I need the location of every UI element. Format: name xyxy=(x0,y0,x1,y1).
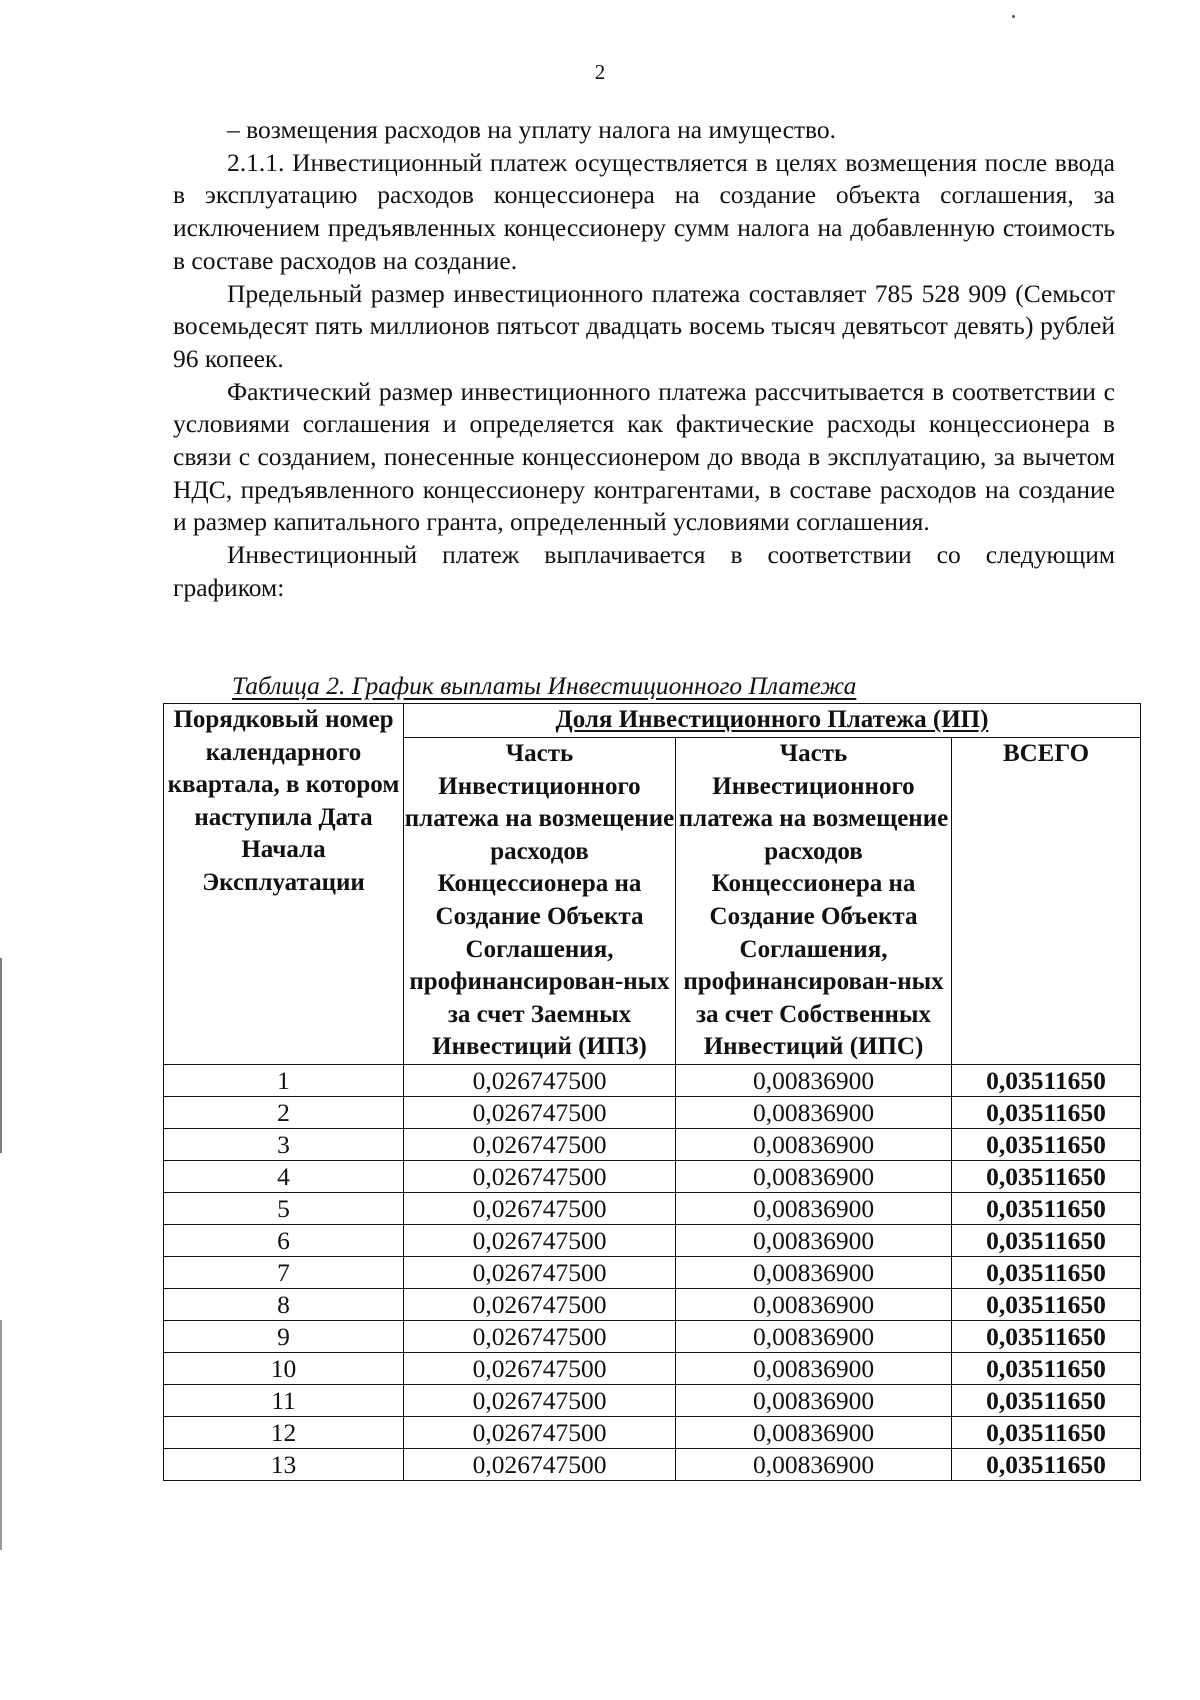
cell-ips: 0,00836900 xyxy=(676,1064,952,1096)
cell-ips: 0,00836900 xyxy=(676,1256,952,1288)
scan-edge-mark xyxy=(0,958,2,1153)
paragraph: 2.1.1. Инвестиционный платеж осуществляется в целях возмещения после ввода в эксплуатацию расходов концессионера на создание объекта соглашения, за исключением предъявленных концессионеру сумм налога на добавленную стоимость в составе расходов на создание. xyxy=(173,147,1115,275)
cell-ipz: 0,026747500 xyxy=(404,1384,676,1416)
cell-quarter-number: 8 xyxy=(164,1288,404,1320)
table-body xyxy=(164,1064,1141,1480)
cell-total: 0,03511650 xyxy=(952,1224,1141,1256)
cell-ips: 0,00836900 xyxy=(676,1288,952,1320)
paragraph: – возмещения расходов на уплату налога на имущество. xyxy=(227,115,837,144)
header-total: ВСЕГО xyxy=(952,738,1141,1065)
payment-schedule-table xyxy=(163,703,1141,1481)
cell-ipz: 0,026747500 xyxy=(404,1416,676,1448)
table-row xyxy=(164,1288,1141,1320)
cell-ips: 0,00836900 xyxy=(676,1192,952,1224)
cell-total: 0,03511650 xyxy=(952,1416,1141,1448)
table-row xyxy=(164,1384,1141,1416)
body-text xyxy=(173,114,1115,605)
cell-ips: 0,00836900 xyxy=(676,1352,952,1384)
cell-quarter-number: 3 xyxy=(164,1128,404,1160)
cell-ipz: 0,026747500 xyxy=(404,1128,676,1160)
cell-quarter-number: 2 xyxy=(164,1096,404,1128)
cell-total: 0,03511650 xyxy=(952,1384,1141,1416)
cell-ipz: 0,026747500 xyxy=(404,1064,676,1096)
cell-total: 0,03511650 xyxy=(952,1256,1141,1288)
cell-total: 0,03511650 xyxy=(952,1288,1141,1320)
cell-quarter-number: 12 xyxy=(164,1416,404,1448)
header-quarter-number: Порядковый номер календарного квартала, в котором наступила Дата Начала Эксплуатации xyxy=(164,704,404,1065)
table-row xyxy=(164,1160,1141,1192)
scan-speck xyxy=(1012,15,1015,18)
cell-ipz: 0,026747500 xyxy=(404,1192,676,1224)
table-row xyxy=(164,1096,1141,1128)
cell-ipz: 0,026747500 xyxy=(404,1448,676,1480)
cell-quarter-number: 7 xyxy=(164,1256,404,1288)
cell-quarter-number: 6 xyxy=(164,1224,404,1256)
cell-ips: 0,00836900 xyxy=(676,1160,952,1192)
header-ips: Часть Инвестиционного платежа на возмещение расходов Концессионера на Создание Объекта Соглашения, профинансирован-ных за счет Собственных Инвестиций (ИПС) xyxy=(676,738,952,1065)
cell-total: 0,03511650 xyxy=(952,1320,1141,1352)
cell-ips: 0,00836900 xyxy=(676,1320,952,1352)
cell-ipz: 0,026747500 xyxy=(404,1224,676,1256)
cell-total: 0,03511650 xyxy=(952,1192,1141,1224)
cell-total: 0,03511650 xyxy=(952,1128,1141,1160)
cell-total: 0,03511650 xyxy=(952,1352,1141,1384)
page-number: 2 xyxy=(594,60,606,84)
header-ipz: Часть Инвестиционного платежа на возмещение расходов Концессионера на Создание Объекта Соглашения, профинансирован-ных за счет Заемных Инвестиций (ИПЗ) xyxy=(404,738,676,1065)
cell-ips: 0,00836900 xyxy=(676,1096,952,1128)
table-row xyxy=(164,1128,1141,1160)
table-row xyxy=(164,1064,1141,1096)
cell-ipz: 0,026747500 xyxy=(404,1256,676,1288)
table-row xyxy=(164,1224,1141,1256)
cell-quarter-number: 5 xyxy=(164,1192,404,1224)
table-row xyxy=(164,1256,1141,1288)
cell-quarter-number: 9 xyxy=(164,1320,404,1352)
cell-ipz: 0,026747500 xyxy=(404,1288,676,1320)
cell-total: 0,03511650 xyxy=(952,1160,1141,1192)
table-row xyxy=(164,1352,1141,1384)
cell-ips: 0,00836900 xyxy=(676,1416,952,1448)
table-row xyxy=(164,1320,1141,1352)
table-row xyxy=(164,1192,1141,1224)
cell-quarter-number: 10 xyxy=(164,1352,404,1384)
cell-quarter-number: 11 xyxy=(164,1384,404,1416)
paragraph: Предельный размер инвестиционного платежа составляет 785 528 909 (Семьсот восемьдесят пять миллионов пятьсот двадцать восемь тысяч девятьсот девять) рублей 96 копеек. xyxy=(173,278,1115,373)
cell-ipz: 0,026747500 xyxy=(404,1160,676,1192)
cell-total: 0,03511650 xyxy=(952,1448,1141,1480)
header-payment-share: Доля Инвестиционного Платежа (ИП) xyxy=(404,704,1141,738)
cell-quarter-number: 4 xyxy=(164,1160,404,1192)
cell-ips: 0,00836900 xyxy=(676,1384,952,1416)
cell-ips: 0,00836900 xyxy=(676,1128,952,1160)
cell-quarter-number: 1 xyxy=(164,1064,404,1096)
cell-ipz: 0,026747500 xyxy=(404,1096,676,1128)
cell-ips: 0,00836900 xyxy=(676,1448,952,1480)
table-row xyxy=(164,1416,1141,1448)
paragraph: Фактический размер инвестиционного платежа рассчитывается в соответствии с условиями соглашения и определяется как фактические расходы концессионера в связи с созданием, понесенные концессионером до ввода в эксплуатацию, за вычетом НДС, предъявленного концессионеру контрагентами, в составе расходов на создание и размер капитального гранта, определенный условиями соглашения. xyxy=(173,376,1115,537)
cell-ips: 0,00836900 xyxy=(676,1224,952,1256)
cell-quarter-number: 13 xyxy=(164,1448,404,1480)
cell-total: 0,03511650 xyxy=(952,1096,1141,1128)
table-caption: Таблица 2. График выплаты Инвестиционного Платежа xyxy=(232,671,857,700)
paragraph: Инвестиционный платеж выплачивается в соответствии со следующим графиком: xyxy=(173,540,1115,602)
cell-total: 0,03511650 xyxy=(952,1064,1141,1096)
table-row xyxy=(164,1448,1141,1480)
cell-ipz: 0,026747500 xyxy=(404,1352,676,1384)
scan-edge-mark xyxy=(0,1320,2,1550)
cell-ipz: 0,026747500 xyxy=(404,1320,676,1352)
